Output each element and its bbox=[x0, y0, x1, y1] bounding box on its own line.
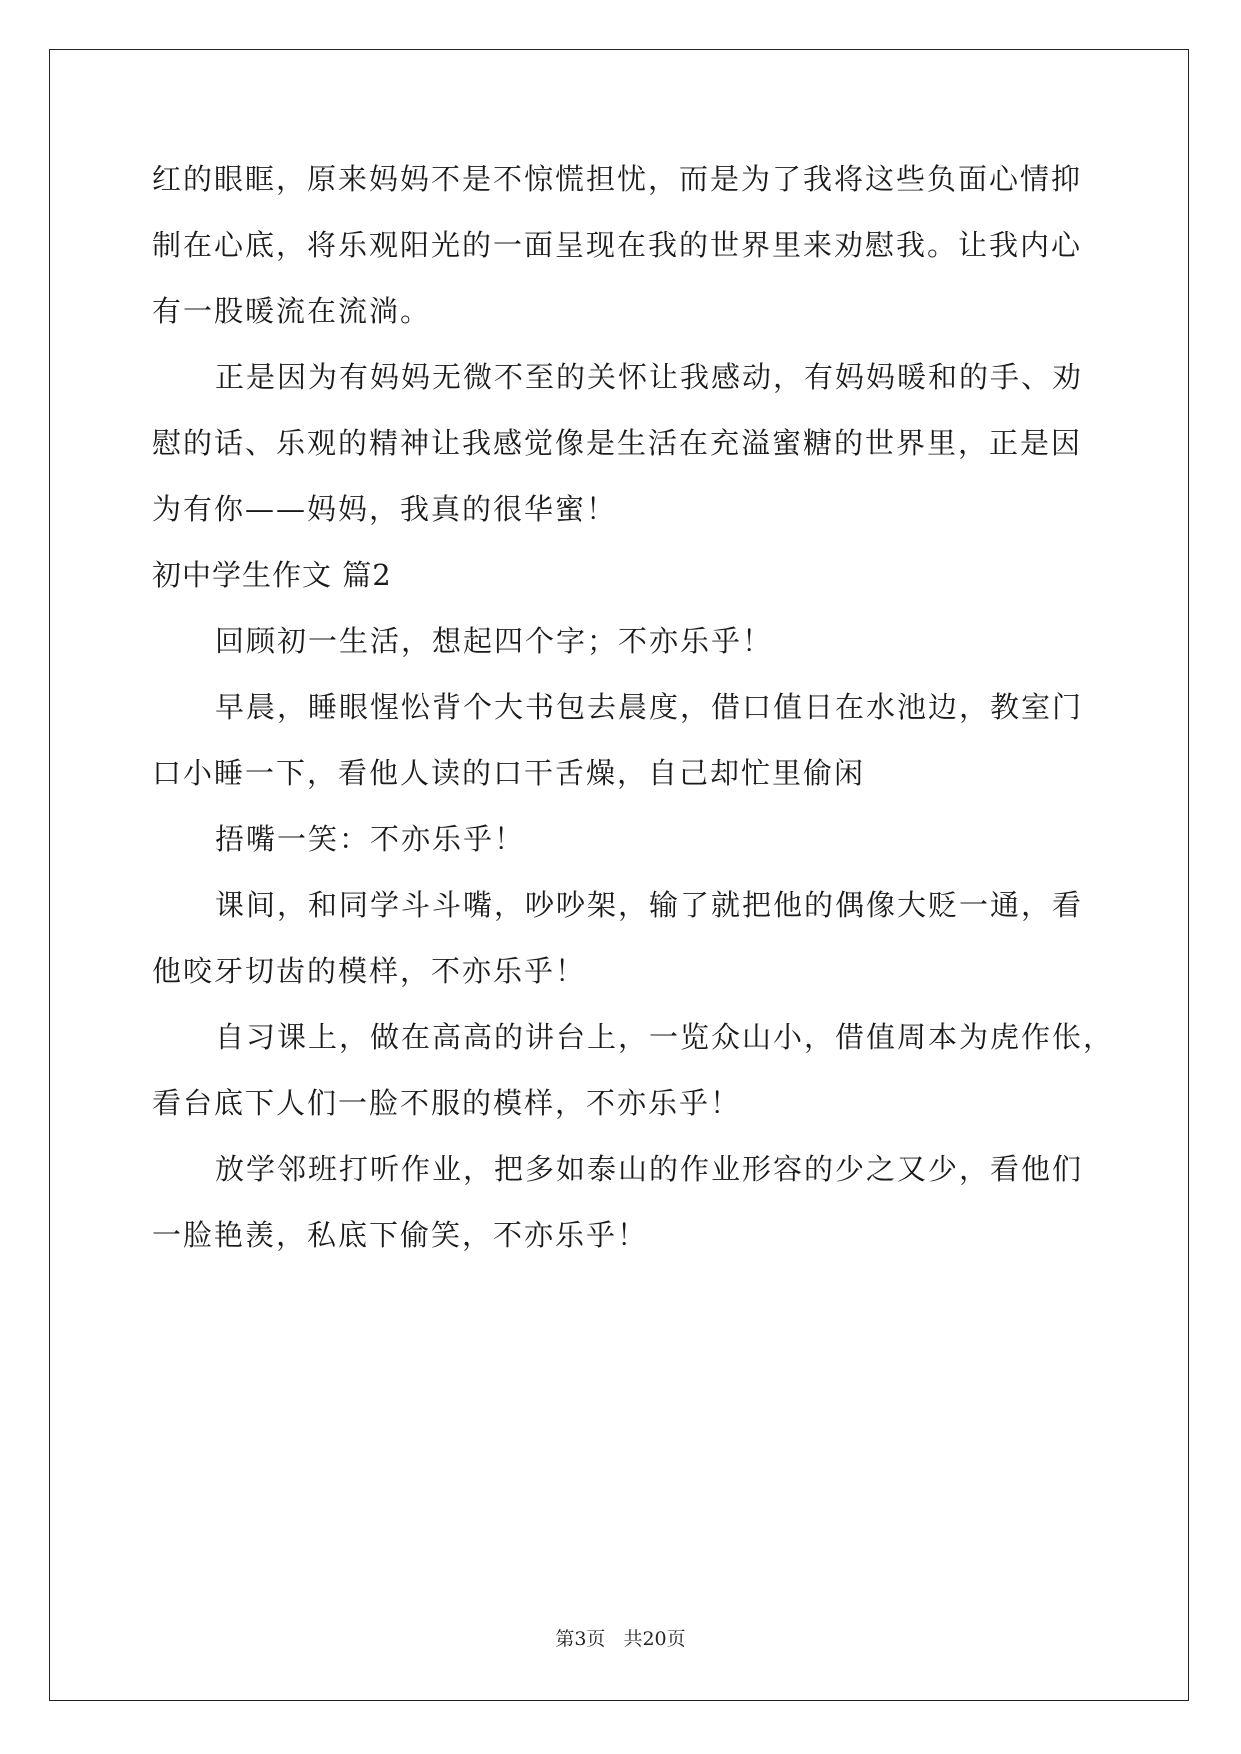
page-number: 第3页 bbox=[555, 1628, 606, 1650]
text-line: 课间，和同学斗斗嘴，吵吵架，输了就把他的偶像大贬一通，看 bbox=[215, 888, 1084, 922]
text-line: 正是因为有妈妈无微不至的关怀让我感动，有妈妈暖和的手、劝 bbox=[215, 360, 1084, 394]
page-footer bbox=[0, 1624, 1241, 1651]
text-line: 他咬牙切齿的模样，不亦乐乎！ bbox=[152, 954, 587, 988]
text-line: 自习课上，做在高高的讲台上，一览众山小，借值周本为虎作伥， bbox=[215, 1020, 1115, 1054]
text-line: 有一股暖流在流淌。 bbox=[152, 294, 432, 328]
section-heading: 初中学生作文 篇2 bbox=[152, 558, 392, 592]
page-total: 共20页 bbox=[623, 1628, 686, 1650]
text-line: 放学邻班打听作业，把多如泰山的作业形容的少之又少，看他们 bbox=[215, 1152, 1084, 1186]
text-line: 回顾初一生活，想起四个字；不亦乐乎！ bbox=[215, 624, 774, 658]
text-line: 制在心底，将乐观阳光的一面呈现在我的世界里来劝慰我。让我内心 bbox=[152, 228, 1083, 262]
document-body bbox=[152, 159, 1115, 1281]
text-line: 口小睡一下，看他人读的口干舌燥，自己却忙里偷闲 bbox=[152, 756, 866, 790]
text-line: 看台底下人们一脸不服的模样，不亦乐乎！ bbox=[152, 1086, 742, 1120]
text-line: 一脸艳羡，私底下偷笑，不亦乐乎！ bbox=[152, 1218, 649, 1252]
text-line: 为有你——妈妈，我真的很华蜜！ bbox=[152, 492, 618, 526]
text-line: 早晨，睡眼惺忪背个大书包去晨度，借口值日在水池边，教室门 bbox=[215, 690, 1084, 724]
text-line: 捂嘴一笑：不亦乐乎！ bbox=[215, 822, 526, 856]
text-line: 慰的话、乐观的精神让我感觉像是生活在充溢蜜糖的世界里，正是因 bbox=[152, 426, 1083, 460]
text-line: 红的眼眶，原来妈妈不是不惊慌担忧，而是为了我将这些负面心情抑 bbox=[152, 162, 1083, 196]
